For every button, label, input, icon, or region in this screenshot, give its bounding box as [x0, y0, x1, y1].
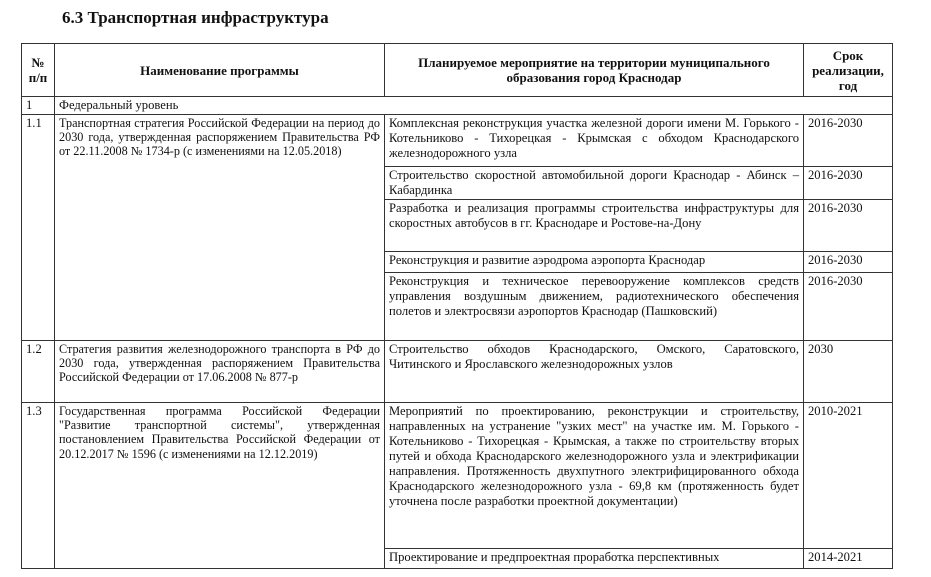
measure-period: 2016-2030 — [804, 167, 893, 200]
row-num: 1.3 — [22, 403, 55, 569]
section-title: 6.3 Транспортная инфраструктура — [62, 8, 329, 27]
measure-text: Проектирование и предпроектная проработка перспективных — [385, 549, 804, 569]
measure-period: 2030 — [804, 341, 893, 403]
measure-period: 2010-2021 — [804, 403, 893, 549]
measure-text: Строительство скоростной автомобильной дороги Краснодар - Абинск – Кабардинка — [385, 167, 804, 200]
federal-level-row — [22, 97, 893, 115]
measure-period: 2016-2030 — [804, 200, 893, 252]
measure-period: 2014-2021 — [804, 549, 893, 569]
measure-text: Реконструкция и техническое перевооружение комплексов средств управления воздушным движением, радиотехнического обеспечения полетов и электросвязи аэропортов Краснодар (Пашковский) — [385, 273, 804, 341]
measure-text: Реконструкция и развитие аэродрома аэропорта Краснодар — [385, 252, 804, 273]
measure-period: 2016-2030 — [804, 252, 893, 273]
header-num: № п/п — [22, 44, 55, 97]
header-measure: Планируемое мероприятие на территории муниципального образования город Краснодар — [385, 44, 804, 97]
program-name: Государственная программа Российской Федерации "Развитие транспортной системы", утвержденная постановлением Правительства Российской Федерации от 20.12.2017 № 1596 (с изменениями на 12.12.2019) — [55, 403, 385, 569]
header-row — [22, 44, 893, 97]
program-name: Транспортная стратегия Российской Федерации на период до 2030 года, утвержденная распоряжением Правительства РФ от 22.11.2008 № 1734-р (с изменениями на 12.05.2018) — [55, 115, 385, 341]
row-num: 1.2 — [22, 341, 55, 403]
header-program: Наименование программы — [55, 44, 385, 97]
transport-programs-table — [21, 43, 893, 569]
measure-text: Мероприятий по проектированию, реконструкции и строительству, направленных на устранение "узких мест" на участке им. М. Горького - Котельниково - Тихорецкая - Крымская, а также по строительству вторых путей и обхода Краснодарского железнодорожного узла и электрификации направления. Протяженность двухпутного электрифицированного обхода Краснодарского железнодорожного узла - 69,8 км (протяженность будет уточнена после разработки проектной документации) — [385, 403, 804, 549]
program-name: Стратегия развития железнодорожного транспорта в РФ до 2030 года, утвержденная распоряжением Правительства Российской Федерации от 17.06.2008 № 877-р — [55, 341, 385, 403]
table-row — [22, 115, 893, 167]
measure-text: Строительство обходов Краснодарского, Омского, Саратовского, Читинского и Ярославского железнодорожных узлов — [385, 341, 804, 403]
measure-period: 2016-2030 — [804, 115, 893, 167]
measure-text: Разработка и реализация программы строительства инфраструктуры для скоростных автобусов в гг. Краснодаре и Ростове-на-Дону — [385, 200, 804, 252]
table-row — [22, 341, 893, 403]
table-row — [22, 403, 893, 549]
federal-num: 1 — [22, 97, 55, 115]
row-num: 1.1 — [22, 115, 55, 341]
federal-label: Федеральный уровень — [55, 97, 893, 115]
measure-period: 2016-2030 — [804, 273, 893, 341]
header-period: Срок реализации, год — [804, 44, 893, 97]
measure-text: Комплексная реконструкция участка железной дороги имени М. Горького - Котельниково - Тихорецкая - Крымская с обходом Краснодарского железнодорожного узла — [385, 115, 804, 167]
